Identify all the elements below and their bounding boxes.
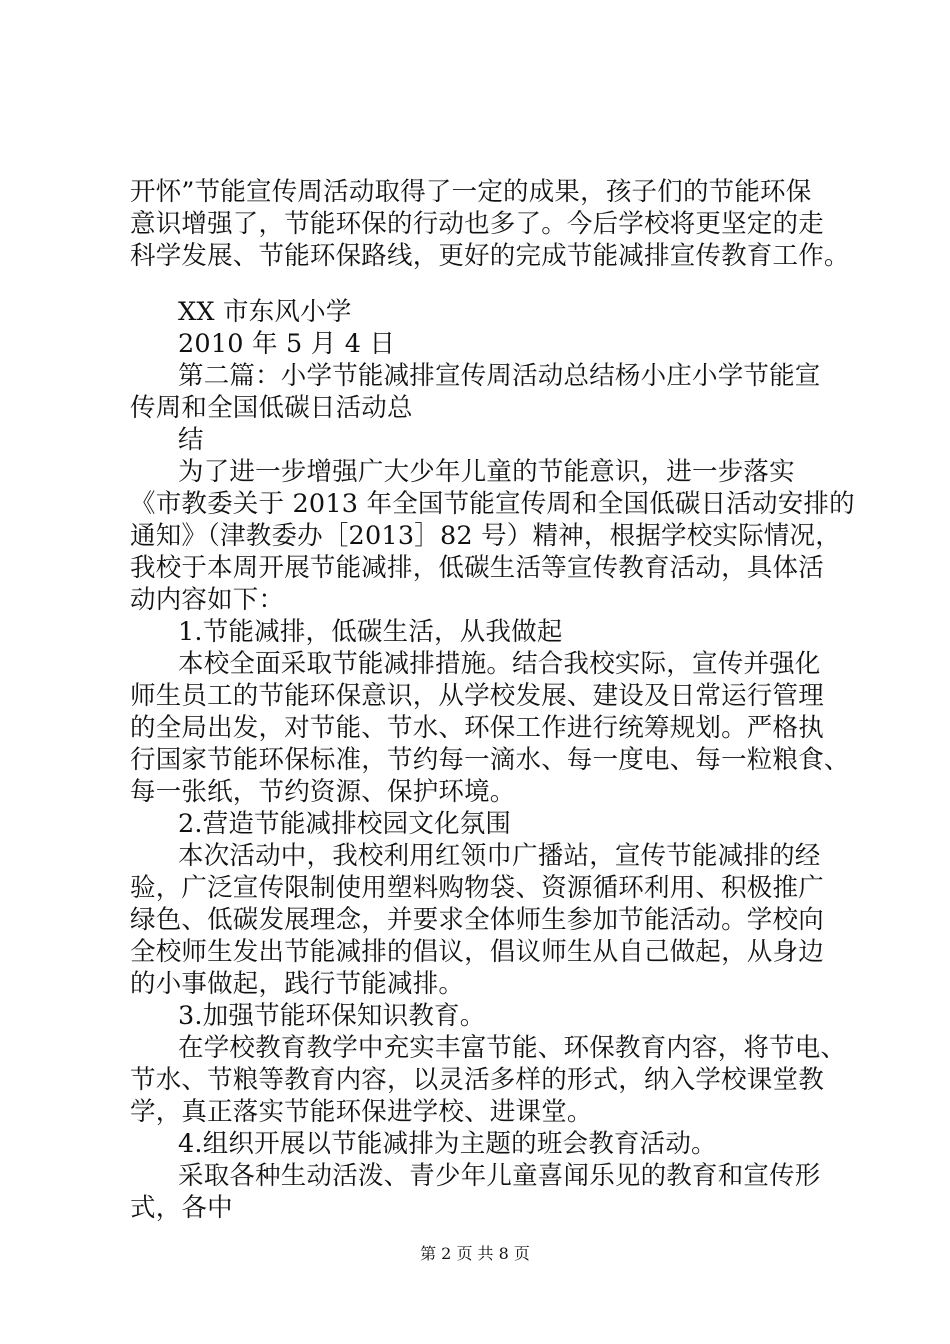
item-heading: 1.节能减排，低碳生活，从我做起 — [178, 617, 563, 647]
paragraph-line: 开怀”节能宣传周活动取得了一定的成果，孩子们的节能环保 — [130, 177, 812, 207]
section-title-line: 结 — [178, 425, 204, 455]
paragraph-line: 为了进一步增强广大少年儿童的节能意识，进一步落实 — [178, 457, 795, 487]
signature-school: XX 市东风小学 — [178, 297, 352, 327]
paragraph-line: 我校于本周开展节能减排，低碳生活等宣传教育活动，具体活 — [130, 553, 824, 583]
paragraph-line: 本次活动中，我校利用红领巾广播站，宣传节能减排的经 — [178, 841, 821, 871]
section-title-line: 传周和全国低碳日活动总 — [130, 393, 413, 423]
paragraph-line: 节水、节粮等教育内容，以灵活多样的形式，纳入学校课堂教 — [130, 1065, 824, 1095]
paragraph-line: 在学校教育教学中充实丰富节能、环保教育内容，将节电、 — [178, 1033, 847, 1063]
paragraph-line: 每一张纸，节约资源、保护环境。 — [130, 777, 516, 807]
section-title-line: 第二篇：小学节能减排宣传周活动总结杨小庄小学节能宣 — [178, 361, 821, 391]
item-heading: 2.营造节能减排校园文化氛围 — [178, 809, 512, 839]
paragraph-line: 意识增强了，节能环保的行动也多了。今后学校将更坚定的走 — [130, 209, 824, 239]
paragraph-line: 式，各中 — [130, 1193, 233, 1223]
paragraph-line: 科学发展、节能环保路线，更好的完成节能减排宣传教育工作。 — [130, 241, 850, 271]
paragraph-line: 的小事做起，践行节能减排。 — [130, 969, 465, 999]
paragraph-line: 师生员工的节能环保意识，从学校发展、建设及日常运行管理 — [130, 681, 824, 711]
paragraph-line: 《市教委关于 2013 年全国节能宣传周和全国低碳日活动安排的 — [130, 489, 855, 519]
item-heading: 3.加强节能环保知识教育。 — [178, 1001, 486, 1031]
signature-date: 2010 年 5 月 4 日 — [178, 329, 396, 359]
paragraph-line: 本校全面采取节能减排措施。结合我校实际，宣传并强化 — [178, 649, 821, 679]
paragraph-line: 通知》（津教委办［2013］82 号）精神，根据学校实际情况， — [130, 521, 841, 551]
paragraph-line: 行国家节能环保标准，节约每一滴水、每一度电、每一粒粮食、 — [130, 745, 850, 775]
paragraph-line: 验，广泛宣传限制使用塑料购物袋、资源循环利用、积极推广 — [130, 873, 824, 903]
paragraph-line: 绿色、低碳发展理念，并要求全体师生参加节能活动。学校向 — [130, 905, 824, 935]
paragraph-line: 动内容如下： — [130, 585, 285, 615]
item-heading: 4.组织开展以节能减排为主题的班会教育活动。 — [178, 1129, 717, 1159]
paragraph-line: 采取各种生动活泼、青少年儿童喜闻乐见的教育和宣传形 — [178, 1161, 821, 1191]
paragraph-line: 全校师生发出节能减排的倡议，倡议师生从自己做起，从身边 — [130, 937, 824, 967]
paragraph-line: 学，真正落实节能环保进学校、进课堂。 — [130, 1097, 593, 1127]
page-number-footer: 第 2 页 共 8 页 — [420, 1244, 530, 1263]
paragraph-line: 的全局出发，对节能、节水、环保工作进行统筹规划。严格执 — [130, 713, 824, 743]
